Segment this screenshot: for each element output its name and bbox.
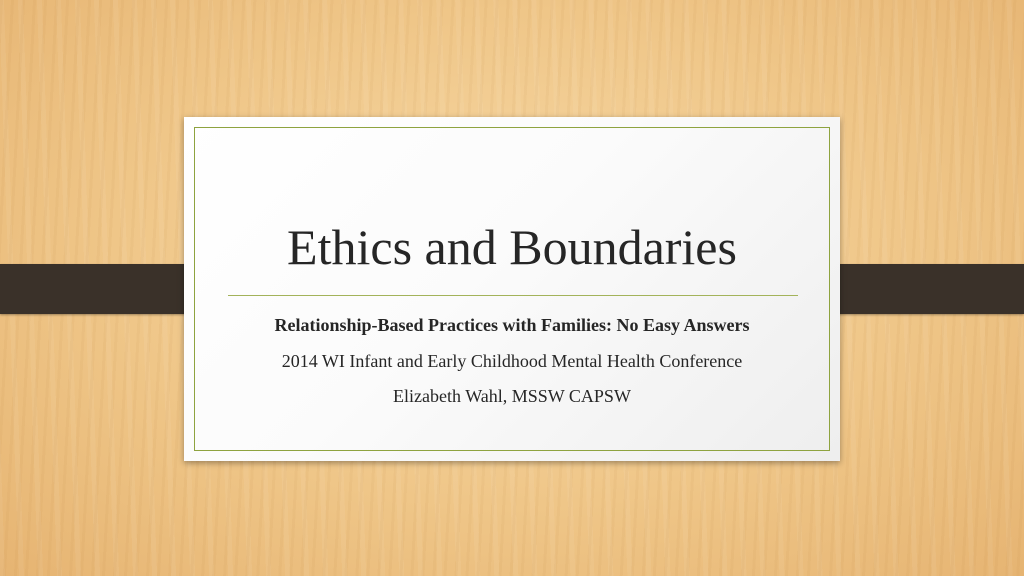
decorative-band-right — [816, 264, 1024, 314]
decorative-band-left — [0, 264, 208, 314]
title-divider — [228, 295, 798, 296]
slide-title: Ethics and Boundaries — [287, 219, 737, 275]
title-card — [184, 117, 840, 461]
presenter-name: Elizabeth Wahl, MSSW CAPSW — [393, 386, 631, 406]
slide-subtitle: Relationship-Based Practices with Families: No Easy Answers — [274, 315, 750, 335]
event-name: 2014 WI Infant and Early Childhood Mental Health Conference — [281, 351, 743, 371]
